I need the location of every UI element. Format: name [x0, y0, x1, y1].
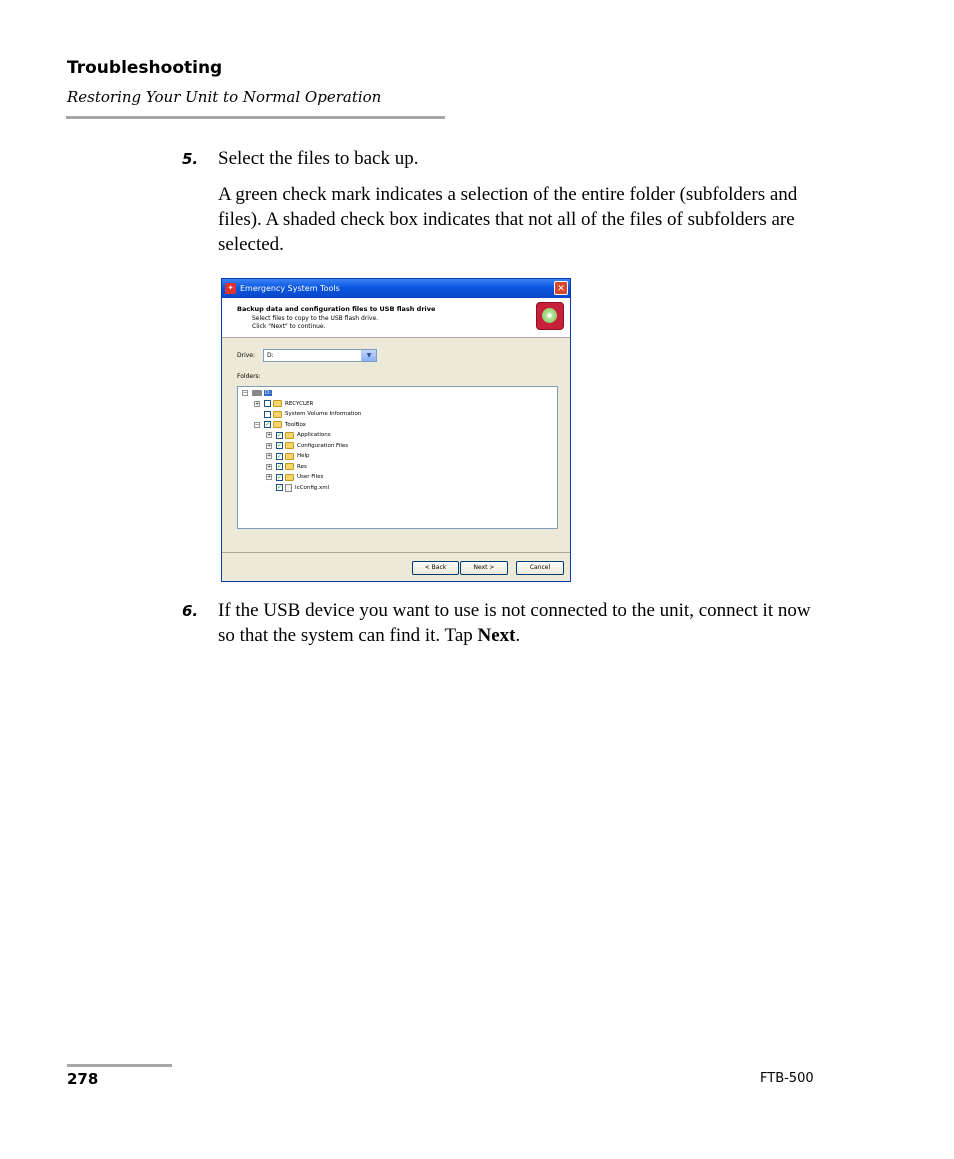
node-checkbox[interactable]: ✓ [277, 484, 283, 491]
folder-icon [273, 400, 282, 407]
chevron-down-icon[interactable]: ▼ [361, 350, 376, 361]
folder-icon [285, 463, 294, 470]
node-checkbox[interactable]: ✓ [277, 473, 283, 481]
step-6-text-after: . [515, 625, 521, 646]
tree-node[interactable] [266, 451, 310, 461]
tree-node-label: System Volume Information [285, 411, 362, 417]
folder-tree[interactable] [237, 386, 558, 529]
tree-node-label: User Files [297, 474, 324, 480]
app-icon: ✦ [225, 283, 236, 294]
emergency-tools-dialog [221, 278, 571, 582]
step-5-text: Select the files to back up. [218, 148, 419, 169]
page-number: 278 [67, 1070, 99, 1088]
step-6-text [218, 598, 828, 648]
footer-rule [67, 1064, 172, 1067]
node-checkbox[interactable]: ✓ [277, 431, 283, 439]
backup-disc-icon [536, 302, 564, 330]
step-6-text-before: If the USB device you want to use is not connected to the unit, connect it now so that the system can find it. Tap [218, 600, 811, 646]
back-button[interactable]: < Back [412, 561, 459, 575]
tree-node-label: Res [297, 463, 307, 470]
expand-icon[interactable]: + [267, 463, 272, 470]
node-checkbox[interactable]: ✓ [277, 463, 283, 470]
drive-icon [252, 390, 262, 396]
expand-icon[interactable]: + [267, 453, 272, 459]
tree-node[interactable] [266, 472, 323, 482]
drive-value: D: [267, 352, 274, 359]
collapse-icon[interactable]: − [243, 390, 248, 396]
node-checkbox[interactable]: ✓ [277, 452, 283, 460]
close-button[interactable]: ✕ [554, 281, 568, 295]
tree-node-label: D: [265, 390, 272, 396]
banner-instruction-2: Click "Next" to continue. [252, 323, 326, 330]
step-5-number: 5. [182, 150, 199, 168]
expand-icon[interactable]: + [255, 400, 260, 407]
collapse-icon[interactable]: − [255, 421, 260, 428]
node-checkbox[interactable]: ✓ [265, 421, 271, 428]
dialog-banner [222, 298, 570, 338]
banner-title: Backup data and configuration files to USB flash drive [237, 305, 436, 313]
file-icon [285, 484, 292, 492]
banner-instruction-1: Select files to copy to the USB flash drive. [252, 315, 379, 322]
step-5-detail: A green check mark indicates a selection of the entire folder (subfolders and files). A shaded check box indicates that not all of the files of subfolders are selected. [218, 184, 798, 255]
dialog-titlebar [222, 279, 570, 298]
section-title: Troubleshooting [67, 58, 223, 78]
tree-node-label: Help [297, 453, 310, 459]
product-name: FTB-500 [760, 1071, 814, 1086]
node-checkbox[interactable] [264, 400, 271, 407]
section-subtitle: Restoring Your Unit to Normal Operation [67, 88, 382, 106]
next-emphasis: Next [477, 625, 516, 646]
tree-node[interactable] [266, 430, 331, 440]
tree-node[interactable] [254, 420, 306, 430]
expand-icon[interactable]: + [267, 474, 272, 480]
tree-line-icon: · [256, 410, 258, 416]
node-checkbox[interactable] [264, 411, 271, 418]
folder-icon [285, 474, 294, 481]
tree-node[interactable] [266, 483, 329, 493]
tree-node-label: ToolBox [285, 421, 306, 428]
drive-select[interactable] [263, 349, 377, 362]
tree-node[interactable] [254, 409, 361, 419]
next-button[interactable]: Next > [460, 561, 508, 575]
drive-label: Drive: [237, 352, 256, 359]
node-checkbox[interactable]: ✓ [277, 442, 283, 449]
tree-line-icon: · [268, 483, 270, 490]
folders-label: Folders: [237, 373, 261, 380]
cancel-button[interactable]: Cancel [516, 561, 564, 575]
tree-node[interactable] [266, 462, 307, 472]
tree-node-label: IcConfig.xml [295, 484, 330, 491]
folder-icon [285, 453, 294, 460]
step-6-number: 6. [182, 602, 199, 620]
folder-icon [273, 421, 282, 428]
expand-icon[interactable]: + [267, 432, 272, 438]
folder-icon [285, 442, 294, 449]
button-divider [222, 552, 570, 553]
tree-node[interactable] [266, 441, 348, 451]
tree-node-label: Applications [297, 432, 331, 438]
expand-icon[interactable]: + [267, 442, 272, 449]
folder-icon [273, 411, 282, 418]
tree-node-label: Configuration Files [297, 442, 349, 449]
tree-node[interactable] [242, 388, 272, 398]
tree-node[interactable] [254, 399, 313, 409]
header-rule [66, 116, 445, 119]
tree-node-label: RECYCLER [285, 400, 314, 407]
dialog-title: Emergency System Tools [240, 284, 340, 293]
folder-icon [285, 432, 294, 439]
